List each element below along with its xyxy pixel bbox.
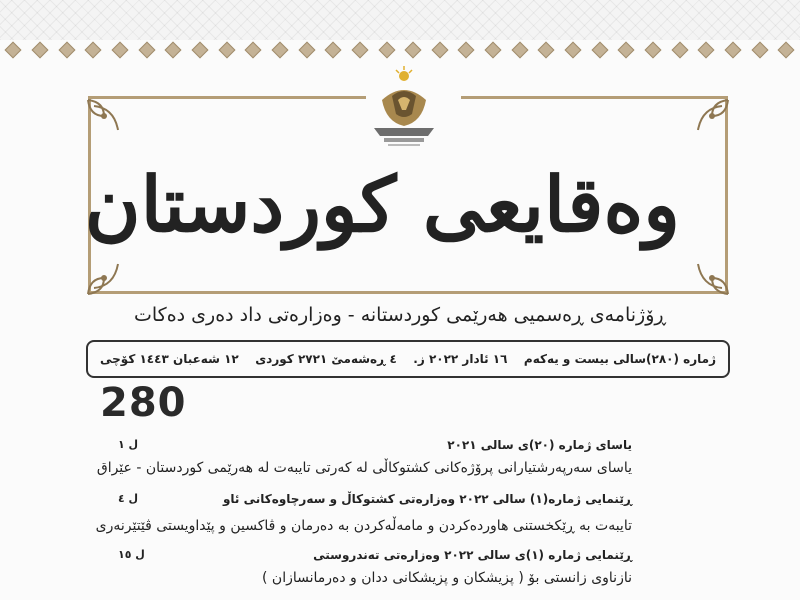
kurdish-date: ٤ ڕەشەمێ ٢٧٢١ كوردی [255,352,397,366]
header-pattern [0,0,800,40]
masthead-title: وەقایعی كوردستان [84,160,680,249]
kurdistan-emblem-icon [368,66,440,150]
issue-info-bar [86,340,730,378]
contents-entry-title: ڕێنمایی ژمارە (١)ی سالی ٢٠٢٢ وەزارەتی تەندروستی [313,548,632,562]
ornament-border [0,40,800,60]
corner-ornament-icon [84,96,124,136]
issue-label: ژمارە (٢٨٠)سالی بیست و یەكەم [523,352,716,366]
corner-ornament-icon [692,96,732,136]
masthead-subtitle: ڕۆژنامەی ڕەسمیی هەرێمی كوردستانە - وەزارەتی داد دەری دەكات [134,304,666,326]
contents-entry-page: ل ٤ [118,492,139,505]
contents-entry-description: نازناوی زانستی بۆ ( پزیشكان و پزیشكانی ددان و دەرمانسازان ) [262,570,632,586]
contents-entry-description: تایبەت بە ڕێكخستنی هاوردەكردن و مامەڵەكردن بە دەرمان و ڤاكسین و پێداویستی ڤێتێرنەری [95,518,632,534]
hijri-date: ١٢ شەعبان ١٤٤٣ كۆچی [100,352,239,366]
contents-entry-description: یاسای سەرپەرشتیارانی پرۆژەكانی كشتوكاڵی لە كەرتی تایبەت لە هەرێمی كوردستان - عێراق [96,460,632,476]
corner-ornament-icon [84,258,124,298]
contents-entry-page: ل ١ [118,438,139,451]
corner-ornament-icon [692,258,732,298]
contents-entry-page: ل ١٥ [118,548,145,561]
contents-entry-title: ڕێنمایی ژمارە(١) سالی ٢٠٢٢ وەزارەتی كشتوكاڵ و سەرچاوەكانی ئاو [222,492,632,506]
gregorian-date: ١٦ ئادار ٢٠٢٢ ز. [413,352,508,366]
contents-entry-title: یاسای ژمارە (٢٠)ی سالی ٢٠٢١ [447,438,632,452]
issue-number: 280 [100,380,187,426]
